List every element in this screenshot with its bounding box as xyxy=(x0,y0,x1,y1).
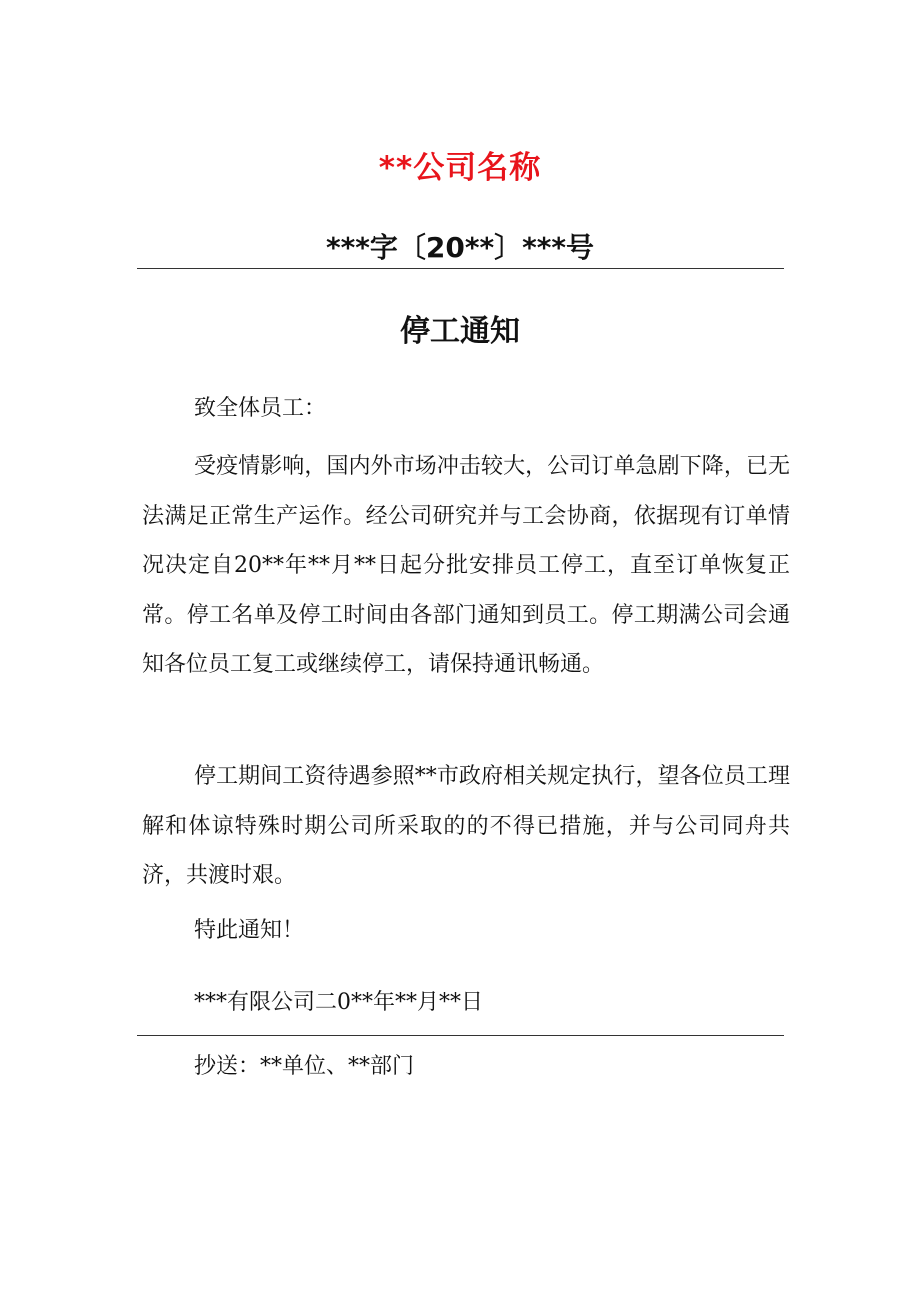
header-divider xyxy=(137,268,784,269)
document-number: ***字〔20**〕***号 xyxy=(325,231,595,264)
company-name: **公司名称 xyxy=(378,150,542,186)
notice-title: 停工通知 xyxy=(400,314,520,349)
signature-line: ***有限公司二0**年**月**日 xyxy=(194,990,483,1015)
body-paragraph-1: 受疫情影响，国内外市场冲击较大，公司订单急剧下降，已无法满足正常生产运作。经公司研究并与工会协商，依据现有订单情况决定自20**年**月**日起分批安排员工停工，直至订单恢复正常。停工名单及停工时间由各部门通知到员工。停工期满公司会通知各位员工复工或继续停工，请保持通讯畅通。 xyxy=(142,454,790,677)
cc-line: 抄送：**单位、**部门 xyxy=(194,1054,415,1079)
footer-divider xyxy=(137,1035,784,1036)
body-paragraph-2: 停工期间工资待遇参照**市政府相关规定执行，望各位员工理解和体谅特殊时期公司所采取的的不得已措施，并与公司同舟共济，共渡时艰。 xyxy=(142,764,790,888)
salutation: 致全体员工： xyxy=(194,396,327,421)
closing-line: 特此通知！ xyxy=(194,918,305,943)
